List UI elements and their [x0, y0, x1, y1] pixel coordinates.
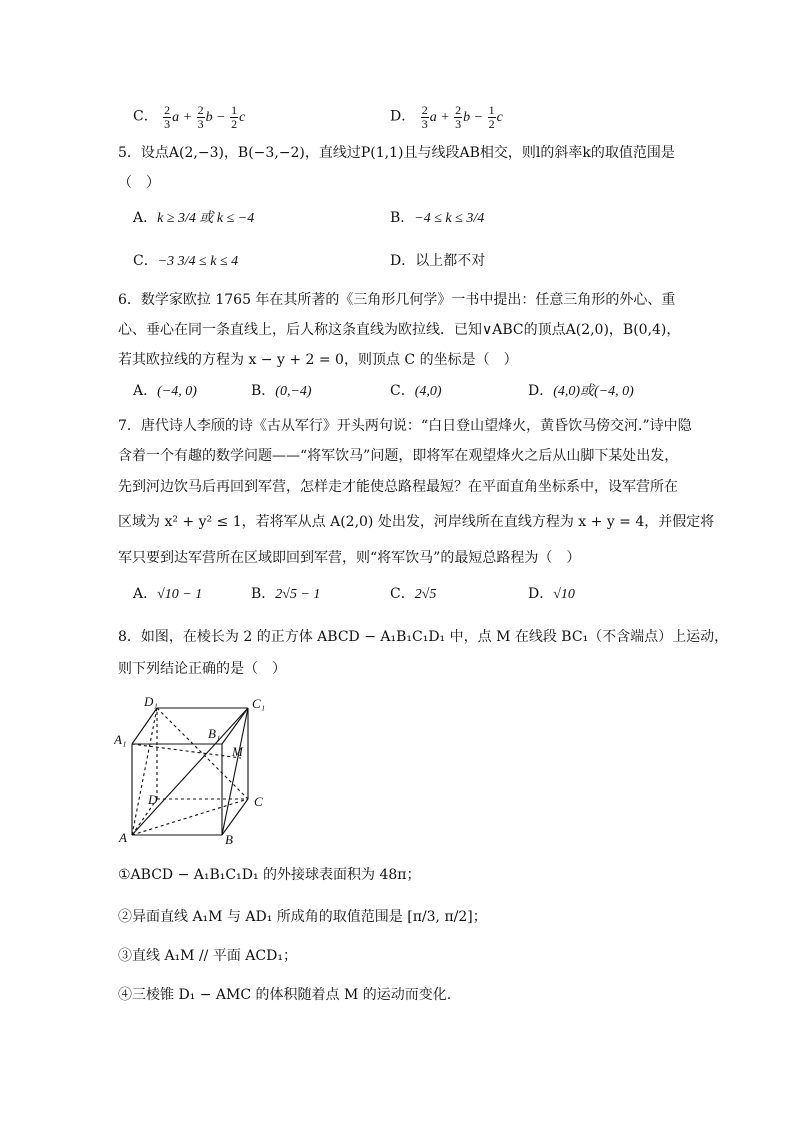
q5-option-a: A．k ≥ 3/4 或 k ≤ −4 [133, 210, 255, 226]
q4-option-c: C． $\frac{2}{3}$ a + $\frac{2}{3}$ b − $\frac{1}{2}$ c [133, 103, 246, 131]
q7-line-4: 区域为 x² + y² ≤ 1，若将军从点 A(2,0) 处出发，河岸线所在直线方程为 x + y = 4，并假定将 [118, 514, 715, 530]
q6-line-3: 若其欧拉线的方程为 x − y + 2 = 0，则顶点 C 的坐标是（ ） [118, 352, 518, 368]
q5-stem: 5．设点A(2,−3)，B(−3,−2)，直线过P(1,1)且与线段AB相交，则l的斜率k的取值范围是 [118, 145, 675, 161]
segment-B-C1 [222, 708, 248, 835]
q8-statement-4: ④三棱锥 D₁ − AMC 的体积随着点 M 的运动而变化. [118, 987, 452, 1003]
cube-figure [114, 694, 284, 844]
label-M: M [232, 744, 243, 759]
q5-option-d: D．以上都不对 [390, 253, 486, 269]
q8-line-2: 则下列结论正确的是（ ） [118, 661, 286, 677]
q6-option-a: A．(−4, 0) [133, 383, 197, 399]
q7-option-a: A．√10 − 1 [133, 586, 203, 602]
q4-option-d-expr: $\frac{2}{3}$ a + $\frac{2}{3}$ b − $\frac{1}{2}$ c [421, 103, 503, 131]
label-A: A [119, 830, 127, 844]
label-A1: A₁ [114, 732, 127, 747]
q7-option-d: D．√10 [528, 586, 575, 602]
q5-option-c: C．−3 3/4 ≤ k ≤ 4 [133, 253, 239, 269]
q7-line-3: 先到河边饮马后再回到军营，怎样走才能使总路程最短？在平面直角坐标系中，设军营所在 [118, 479, 678, 495]
q6-option-b: B．(0,−4) [251, 383, 312, 399]
label-D: D [148, 792, 158, 807]
label-C1: C₁ [252, 696, 266, 711]
q7-option-b: B．2√5 − 1 [251, 586, 321, 602]
q8-statement-2: ②异面直线 A₁M 与 AD₁ 所成角的取值范围是 [π/3, π/2]； [118, 909, 487, 925]
q6-line-2: 心、垂心在同一条直线上，后人称这条直线为欧拉线．已知∨ABC的顶点A(2,0)，B(0,4)， [118, 322, 681, 338]
q8-line-1: 8．如图，在棱长为 2 的正方体 ABCD − A₁B₁C₁D₁ 中，点 M 在线段 BC₁（不含端点）上运动， [118, 629, 729, 645]
label-D1: D₁ [144, 694, 158, 709]
q4-option-d: D． $\frac{2}{3}$ a + $\frac{2}{3}$ b − $\frac{1}{2}$ c [390, 103, 503, 131]
edge-D1-A1 [132, 708, 157, 744]
q6-line-1: 6．数学家欧拉 1765 年在其所著的《三角形几何学》一书中提出：任意三角形的外心、重 [118, 292, 676, 308]
segment-A-C1 [132, 708, 248, 835]
q7-line-2: 含着一个有趣的数学问题——“将军饮马”问题，即将军在观望烽火之后从山脚下某处出发， [118, 448, 679, 464]
q8-statement-3: ③直线 A₁M // 平面 ACD₁； [118, 948, 297, 964]
label-C: C [254, 794, 263, 809]
q6-option-d: D．(4,0)或(−4, 0) [528, 383, 634, 399]
segment-A-D1 [132, 708, 157, 835]
label-B: B [225, 832, 233, 844]
q8-statement-1: ①ABCD − A₁B₁C₁D₁ 的外接球表面积为 48π； [118, 867, 421, 883]
q7-line-1: 7．唐代诗人李颀的诗《古从军行》开头两句说：“白日登山望烽火，黄昏饮马傍交河.”诗中隐 [118, 418, 692, 434]
q5-option-b: B．−4 ≤ k ≤ 3/4 [390, 210, 485, 226]
q6-option-c: C．(4,0) [390, 383, 442, 399]
q7-option-c: C．2√5 [390, 586, 437, 602]
label-B1: B₁ [208, 726, 221, 741]
q7-line-5: 军只要到达军营所在区域即回到军营，则“将军饮马”的最短总路程为（ ） [118, 550, 581, 566]
q5-paren: （ ） [118, 175, 160, 191]
q4-option-c-expr: $\frac{2}{3}$ a + $\frac{2}{3}$ b − $\frac{1}{2}$ c [164, 103, 246, 131]
